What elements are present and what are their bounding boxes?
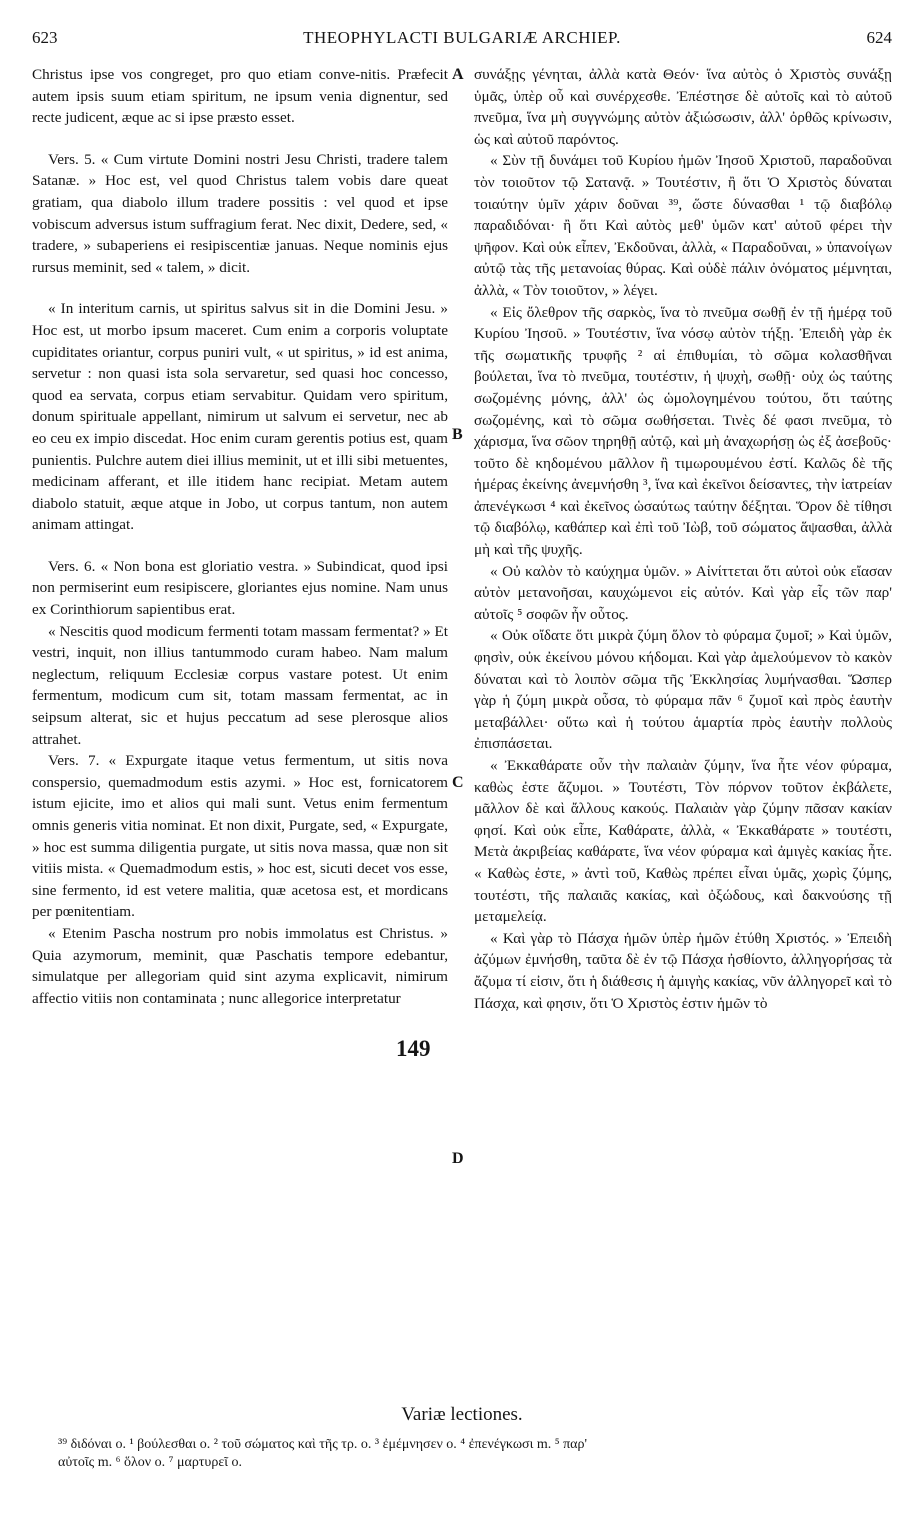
greek-paragraph: « Εἰς ὄλεθρον τῆς σαρκὸς, ἵνα τὸ πνεῦμα σωθῇ ἐν τῇ ἡμέρᾳ τοῦ Κυρίου Ἰησοῦ. » Τουτέστιν, ἵνα νόσῳ αὐτὸν τήξῃ. Ἐπειδὴ γὰρ ἐκ τῆς σωματικῆς τρυφῆς ² αἱ ἐπιθυμίαι, τὸ σῶμα κολασθῆναι βούλεται, ἵνα τὸ πνεῦμα, τουτέστιν, ἡ ψυχὴ, σωθῇ· οὐχ ὡς ταύτης σωζομένης μόνης, ἀλλ' ὡς ὡμολογημένου τούτου, ὅτι ταύτης σωζομένης, καὶ τὸ σῶμα σωθήσεται. Τινὲς δέ φασι πνεῦμα, τὸ χάρισμα, ἵνα σῶον τηρηθῇ αὐτῷ, καὶ μὴ ἀναχωρήσῃ ὡς ἐξ ἀσεβοῦς· τοῦτο δὲ κηδομένου μᾶλλον ἢ τιμωρουμένου ἐστί. Καλῶς δὲ τῆς ἡμέρας ἐκείνης ἀνεμνήσθη ³, ἵνα καὶ ἐκεῖνοι δείσαντες, τὴν ἰατρείαν ἀπενέγκωσι ⁴ καὶ ἐκεῖνος ὡσαύτως ταύτην δέξηται. Ὅρον δὲ τίθησι τῷ διαβόλῳ, καθάπερ καὶ ἐπὶ τοῦ Ἰὼβ, τοῦ σώματος ἅψασθαι, ἀλλὰ μὴ καὶ τῆς ψυχῆς.	[474, 303, 892, 559]
variae-line-2: αὐτοῖς m. ⁶ ὅλον ο. ⁷ μαρτυρεῖ ο.	[58, 1455, 242, 1470]
paragraph-spacer	[32, 536, 448, 556]
page-header	[32, 28, 892, 58]
greek-paragraph: « Καὶ γὰρ τὸ Πάσχα ἡμῶν ὑπὲρ ἡμῶν ἐτύθη Χριστός. » Ἐπειδὴ ἀζύμων ἐμνήσθη, ταῦτα δὲ ἐν τῷ Πάσχα ἠσθίοντο, ἀλληγορήσας τὰ ἄζυμα τί εἰσιν, ὅτι ἡ διάθεσις ἡ ἀμιγὴς κακίας, νῦν ἀλληγορεῖ καὶ τὸ Πάσχα, καὶ φησιν, ὅτι Ὁ Χριστὸς ἐστιν ἡμῶν τὸ	[474, 929, 892, 1012]
variae-lectiones-notes	[58, 1436, 898, 1472]
section-marker-c: C	[452, 774, 464, 791]
section-marker-d: D	[452, 1150, 464, 1167]
variae-line-1: ³⁹ διδόναι ο. ¹ βούλεσθαι ο. ² τοῦ σώματος καὶ τῆς τρ. ο. ³ ἐμέμνησεν ο. ⁴ ἐπενέγκωσι m. ⁵ παρ'	[58, 1437, 588, 1452]
latin-paragraph: « In interitum carnis, ut spiritus salvus sit in die Domini Jesu. » Hoc est, ut morbo ipsum maceret. Cum enim a corporis voluptate cupiditates oriantur, corpus puniri vult, « ut spiritus, » id est anima, servetur : non quasi ista sola servaretur, sed quasi hoc concesso, quod ea servata, corpus etiam servabitur. Quidam vero spiritum, donum spirituale appellant, nimirum ut salvum ei servetur, nec ab eo ceu ex impio discedat. Hoc enim curam gerentis potius est, quam punientis. Pulchre autem diei illius meminit, ut et illi sibi metuentes, medicinam afferant, et ille itidem hanc recipiat. Metam autem diabolo statuit, æque atque in Jobo, ut corpus tantum, non autem animam attingat.	[32, 300, 448, 534]
left-page-number: 623	[32, 28, 58, 47]
latin-paragraph: « Nescitis quod modicum fermenti totam massam fermentat? » Et vestri, inquit, non illius tantummodo curam habeo. Nam malum neglectum, reliquum Ecclesiæ corpus vastare potest. Ut enim fermentum, modicum cum sit, totam massam fermentat, ac in seipsum alterat, sic et hujus peccatum ad sese plerosque alios attrahet.	[32, 622, 448, 748]
paragraph-spacer	[32, 278, 448, 298]
latin-column	[32, 64, 448, 1009]
greek-paragraph: « Σὺν τῇ δυνάμει τοῦ Κυρίου ἡμῶν Ἰησοῦ Χριστοῦ, παραδοῦναι τὸν τοιοῦτον τῷ Σατανᾷ. » Τουτέστιν, ἢ ὅτι Ὁ Χριστὸς δύναται τοιαύτην ὑμῖν χάριν δοῦναι ³⁹, ὥστε δύνασθαι ¹ τῷ διαβόλῳ παραδιδόναι· ἢ ὅτι Καὶ αὐτὸς μεθ' ὑμῶν κατ' αὐτοῦ φέρει τὴν ψῆφον. Καὶ οὐκ εἶπεν, Ἐκδοῦναι, ἀλλὰ, « Παραδοῦναι, » ὑπανοίγων αὐτῷ τὰς τῆς μετανοίας θύρας. Καὶ οὐδὲ πάλιν ὀνόματος μέμνηται, ἀλλὰ, « Τὸν τοιοῦτον, » λέγει.	[474, 152, 892, 299]
latin-paragraph: Vers. 7. « Expurgate itaque vetus fermentum, ut sitis nova conspersio, quemadmodum estis azymi. » Hoc est, fornicatorem istum ejicite, imo et alios qui mali sunt. Vetus enim fermentum omnis generis vitia nominat. Et non dixit, Purgate, sed, « Expurgate, » hoc est summa diligentia purgate, ut sitis nova massa, quæ non sit vitiis mista. « Quemadmodum estis, » hoc est, sicuti decet vos esse, sine fermento, id est vetere malitia, quæ acetosa est, et mordicans per pœnitentiam.	[32, 752, 448, 921]
running-title: THEOPHYLACTI BULGARIÆ ARCHIEP.	[303, 28, 621, 47]
latin-paragraph: Vers. 5. « Cum virtute Domini nostri Jesu Christi, tradere talem Satanæ. » Hoc est, vel quod Christus talem vobis dare queat gratiam, qua diabolo illum tradere possitis : vel quod et ipse vobiscum adversus istum suffragium ferat. Nec dixit, Dedere, sed, « tradere, » subaperiens ei resipiscentiæ januas. Neque nominis ejus rursus meminit, sed « talem, » dicit.	[32, 150, 448, 276]
greek-column	[474, 64, 892, 1014]
variae-lectiones-heading: Variæ lectiones.	[401, 1404, 523, 1425]
section-marker-b: B	[452, 426, 463, 443]
right-page-number: 624	[866, 28, 892, 47]
paragraph-spacer	[32, 129, 448, 149]
section-marker-a: A	[452, 66, 464, 83]
latin-paragraph: « Etenim Pascha nostrum pro nobis immolatus est Christus. » Quia azymorum, meminit, quæ Paschatis tempore edebantur, simulatque per allegoriam quid sint azyma explicavit, nimirum affectio vitiis non contaminata ; nunc allegorice interpretatur	[32, 924, 448, 1007]
greek-paragraph: « Οὐκ οἴδατε ὅτι μικρὰ ζύμη ὅλον τὸ φύραμα ζυμοῖ; » Καὶ ὑμῶν, φησὶν, οὐκ ἐκείνου μόνου κήδομαι. Καὶ γὰρ ἀμελούμενον τὸ κακὸν δύναται καὶ τὸ λοιπὸν σῶμα τῆς Ἐκκλησίας λυμήνασθαι. Ὥσπερ γὰρ ἡ ζύμη μικρὰ οὖσα, τὸ φύραμα πᾶν ⁶ ζυμοῖ καὶ πρὸς ἑαυτὴν μεταβάλλει· οὕτω καὶ ἡ τούτου ἁμαρτία πρὸς ἑαυτὴν πολλοὺς ἐπισπάσεται.	[474, 627, 892, 753]
latin-paragraph: Christus ipse vos congreget, pro quo etiam conve-nitis. Præfecit autem ipsis suum etiam spiritum, ne ipsum venia dignentur, sed recte judicent, æque ac si ipse præsto esset.	[32, 66, 448, 127]
greek-paragraph: συνάξῃς γένηται, ἀλλὰ κατὰ Θεόν· ἵνα αὐτὸς ὁ Χριστὸς συνάξῃ ὑμᾶς, ὑπὲρ οὗ καὶ συνέρχεσθε. Ἐπέστησε δὲ αὐτοῖς καὶ τὸ αὐτοῦ πνεῦμα, ἵνα μὴ συγγνώμης αὐτὸν ἀξιώσωσιν, ἀλλ' ὀρθῶς κρίνωσιν, ὡς καὶ αὐτοῦ παρόντος.	[474, 66, 892, 148]
column-number-149: 149	[396, 1036, 431, 1061]
greek-paragraph: « Οὐ καλὸν τὸ καύχημα ὑμῶν. » Αἰνίττεται ὅτι αὐτοὶ οὐκ εἴασαν αὐτὸν μετανοῆσαι, καυχώμενοι εἰς αὐτόν. Καὶ γὰρ εἷς τῶν παρ' αὐτοῖς ⁵ σοφῶν ἦν οὗτος.	[474, 562, 892, 623]
greek-paragraph: « Ἐκκαθάρατε οὖν τὴν παλαιὰν ζύμην, ἵνα ἦτε νέον φύραμα, καθὼς ἐστε ἄζυμοι. » Τουτέστι, Τὸν πόρνον τοῦτον ἐκβάλετε, μᾶλλον δὲ καὶ ἄλλους κακούς. Παλαιὰν γὰρ ζύμην πᾶσαν κακίαν φησί. Καὶ οὐκ εἶπε, Καθάρατε, ἀλλὰ, « Ἐκκαθάρατε » τουτέστι, Μετὰ ἀκριβείας καθάρατε, ἵνα νέον φύραμα καὶ ἀμιγὲς κακίας ἦτε. « Καθὼς ἐστε, » ἀντὶ τοῦ, Καθὼς πρέπει εἶναι ὑμᾶς, χωρὶς ζύμης, τουτέστι, τῆς παλαιᾶς κακίας, καὶ ὀξώδους, καὶ δακνούσης τῇ μεταμελείᾳ.	[474, 757, 892, 926]
latin-paragraph: Vers. 6. « Non bona est gloriatio vestra. » Subindicat, quod ipsi non permiserint eum resipiscere, gloriantes ejus nomine. Nam unus ex Corinthiorum sapientibus erat.	[32, 557, 448, 619]
